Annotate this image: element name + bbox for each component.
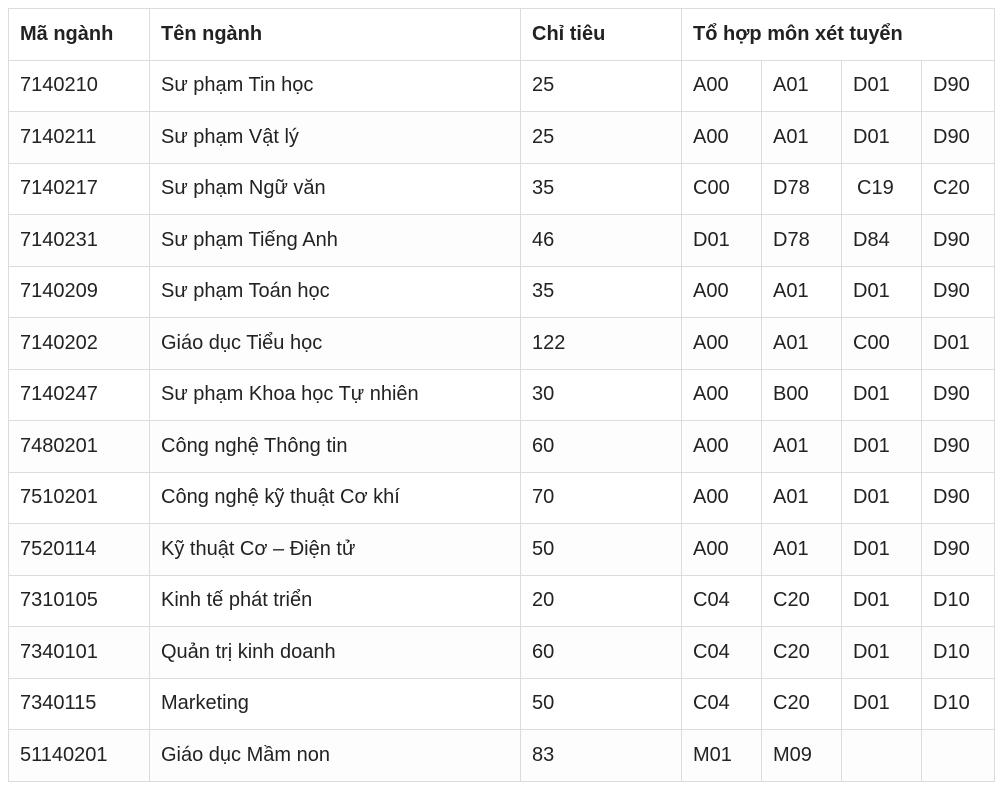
cell-combo: D01 <box>842 369 922 421</box>
cell-quota: 46 <box>521 215 682 267</box>
cell-combo: A00 <box>682 369 762 421</box>
cell-combo: D01 <box>842 524 922 576</box>
cell-code: 7310105 <box>9 575 150 627</box>
cell-name: Công nghệ Thông tin <box>150 421 521 473</box>
cell-code: 7480201 <box>9 421 150 473</box>
table-row <box>9 524 995 576</box>
cell-name: Giáo dục Tiểu học <box>150 318 521 370</box>
table-row <box>9 575 995 627</box>
cell-combo: A01 <box>762 421 842 473</box>
cell-code: 7140211 <box>9 112 150 164</box>
cell-quota: 35 <box>521 266 682 318</box>
table-header <box>9 9 995 61</box>
table-row <box>9 163 995 215</box>
cell-combo: D90 <box>922 369 995 421</box>
header-quota: Chỉ tiêu <box>521 9 682 61</box>
cell-quota: 60 <box>521 627 682 679</box>
table-row <box>9 678 995 730</box>
cell-name: Kỹ thuật Cơ – Điện tử <box>150 524 521 576</box>
cell-combo: A01 <box>762 524 842 576</box>
cell-combo: D90 <box>922 524 995 576</box>
cell-combo <box>842 730 922 782</box>
cell-code: 7520114 <box>9 524 150 576</box>
cell-combo: A01 <box>762 318 842 370</box>
cell-combo: A00 <box>682 524 762 576</box>
cell-combo: D90 <box>922 266 995 318</box>
cell-combo: D10 <box>922 575 995 627</box>
cell-name: Công nghệ kỹ thuật Cơ khí <box>150 472 521 524</box>
cell-combo: C00 <box>842 318 922 370</box>
cell-name: Sư phạm Toán học <box>150 266 521 318</box>
cell-combo: C04 <box>682 627 762 679</box>
cell-code: 7340101 <box>9 627 150 679</box>
table-row <box>9 266 995 318</box>
cell-name: Kinh tế phát triển <box>150 575 521 627</box>
cell-combo: C20 <box>762 575 842 627</box>
cell-combo: A01 <box>762 60 842 112</box>
table-body <box>9 60 995 781</box>
cell-combo: A01 <box>762 472 842 524</box>
cell-combo: C04 <box>682 575 762 627</box>
table-row <box>9 369 995 421</box>
cell-combo: D90 <box>922 472 995 524</box>
cell-name: Sư phạm Tiếng Anh <box>150 215 521 267</box>
cell-name: Sư phạm Ngữ văn <box>150 163 521 215</box>
cell-name: Marketing <box>150 678 521 730</box>
cell-combo: C20 <box>762 678 842 730</box>
cell-quota: 20 <box>521 575 682 627</box>
header-combos: Tổ hợp môn xét tuyển <box>682 9 995 61</box>
cell-name: Giáo dục Mầm non <box>150 730 521 782</box>
cell-code: 7140202 <box>9 318 150 370</box>
cell-combo: D10 <box>922 678 995 730</box>
cell-name: Sư phạm Tin học <box>150 60 521 112</box>
header-code: Mã ngành <box>9 9 150 61</box>
cell-quota: 122 <box>521 318 682 370</box>
cell-combo: A00 <box>682 112 762 164</box>
cell-combo: D01 <box>682 215 762 267</box>
cell-combo: A01 <box>762 112 842 164</box>
table-row <box>9 730 995 782</box>
table-row <box>9 60 995 112</box>
cell-combo: D01 <box>922 318 995 370</box>
header-name: Tên ngành <box>150 9 521 61</box>
cell-quota: 25 <box>521 60 682 112</box>
cell-combo: M01 <box>682 730 762 782</box>
admissions-table <box>8 8 995 782</box>
cell-quota: 35 <box>521 163 682 215</box>
cell-name: Sư phạm Khoa học Tự nhiên <box>150 369 521 421</box>
cell-quota: 50 <box>521 678 682 730</box>
cell-combo: A00 <box>682 318 762 370</box>
cell-combo: D90 <box>922 112 995 164</box>
cell-quota: 83 <box>521 730 682 782</box>
cell-code: 7140209 <box>9 266 150 318</box>
cell-combo: C19 <box>842 163 922 215</box>
cell-combo: D78 <box>762 163 842 215</box>
cell-code: 7140231 <box>9 215 150 267</box>
cell-code: 7140247 <box>9 369 150 421</box>
table-row <box>9 421 995 473</box>
cell-combo: C00 <box>682 163 762 215</box>
cell-combo: C20 <box>762 627 842 679</box>
table-row <box>9 112 995 164</box>
cell-quota: 70 <box>521 472 682 524</box>
cell-combo <box>922 730 995 782</box>
table-row <box>9 318 995 370</box>
cell-combo: B00 <box>762 369 842 421</box>
cell-quota: 60 <box>521 421 682 473</box>
cell-combo: A01 <box>762 266 842 318</box>
cell-combo: D01 <box>842 421 922 473</box>
cell-quota: 50 <box>521 524 682 576</box>
admissions-table-container <box>8 8 994 782</box>
cell-combo: C04 <box>682 678 762 730</box>
cell-combo: D90 <box>922 421 995 473</box>
cell-combo: M09 <box>762 730 842 782</box>
cell-name: Quản trị kinh doanh <box>150 627 521 679</box>
cell-quota: 25 <box>521 112 682 164</box>
cell-combo: D01 <box>842 472 922 524</box>
cell-code: 51140201 <box>9 730 150 782</box>
table-row <box>9 627 995 679</box>
cell-combo: A00 <box>682 266 762 318</box>
cell-combo: D01 <box>842 60 922 112</box>
cell-combo: D01 <box>842 112 922 164</box>
table-row <box>9 472 995 524</box>
cell-code: 7140217 <box>9 163 150 215</box>
cell-combo: A00 <box>682 421 762 473</box>
cell-code: 7140210 <box>9 60 150 112</box>
cell-combo: A00 <box>682 60 762 112</box>
cell-combo: D01 <box>842 627 922 679</box>
cell-combo: D90 <box>922 60 995 112</box>
cell-name: Sư phạm Vật lý <box>150 112 521 164</box>
cell-combo: D78 <box>762 215 842 267</box>
header-row <box>9 9 995 61</box>
cell-combo: D84 <box>842 215 922 267</box>
cell-combo: D01 <box>842 266 922 318</box>
cell-combo: D01 <box>842 678 922 730</box>
cell-code: 7340115 <box>9 678 150 730</box>
cell-combo: D01 <box>842 575 922 627</box>
cell-combo: D10 <box>922 627 995 679</box>
cell-combo: D90 <box>922 215 995 267</box>
cell-combo: A00 <box>682 472 762 524</box>
cell-code: 7510201 <box>9 472 150 524</box>
cell-combo: C20 <box>922 163 995 215</box>
cell-quota: 30 <box>521 369 682 421</box>
table-row <box>9 215 995 267</box>
